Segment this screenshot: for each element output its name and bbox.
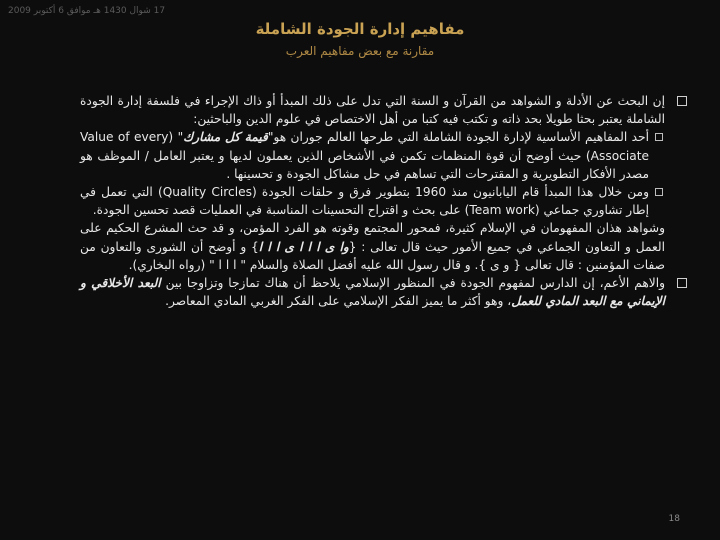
evidence-text-end: } و أوضح أن الشورى والتعاون من صفات المؤمنين : قال تعالى { و ى }. و قال رسول الله عليه أفضل الصلاة والسلام " ا ا ا " (رواه البخاري).	[80, 239, 665, 272]
juran-text-end: " (Value of every Associate) حيث أوضح أن قوة المنظمات تكمن في الأشخاص الذين يعملون لديها و يعتبر العامل / الموظف هو مصدر الأفكار التطويرية و المقترحات التي تساهم في حل مشاكل الجودة و تحسينها .	[80, 130, 649, 181]
square-bullet-icon	[677, 278, 687, 288]
conclusion-text-start: والاهم الأعم، إن الدارس لمفهوم الجودة في المنظور الإسلامي يلاحظ أن هناك تمازجا وتزاوجا بين	[165, 276, 666, 291]
square-bullet-icon	[677, 96, 687, 106]
small-square-bullet-icon	[655, 133, 663, 141]
juran-text-start: أحد المفاهيم الأساسية لإدارة الجودة الشاملة التي طرحها العالم جوران هو"	[267, 130, 649, 145]
sub-bullet-quality-circles	[80, 183, 665, 219]
bullet-intro	[80, 92, 665, 128]
quality-circles-text: ومن خلال هذا المبدأ قام اليابانيون منذ 1960 بتطوير فرق و حلقات الجودة (Quality Circles) التي تعمل في إطار تشاوري جماعي (Team work) على بحث و اقتراح التحسينات المناسبة في العمليات قصد تحسين الجودة.	[80, 185, 649, 218]
conclusion-emphasis: البعد الأخلاقي و الإيماني مع البعد المادي للعمل	[80, 276, 665, 309]
small-square-bullet-icon	[655, 188, 663, 196]
page-number: 18	[668, 514, 680, 524]
sub-bullet-juran	[80, 128, 665, 183]
paragraph-islam-evidence	[80, 219, 665, 274]
slide-title: مفاهيم إدارة الجودة الشاملة	[255, 20, 465, 38]
paragraph-intro: إن البحث عن الأدلة و الشواهد من القرآن و السنة التي تدل على ذلك المبدأ أو ذاك الإجراء في فلسفة إدارة الجودة الشاملة يعتبر بحثا طويلا بحد ذاته و تكتب فيه كتبا من أهل الاختصاص في علوم الدين والباحثين:	[80, 94, 665, 127]
slide-subtitle: مقارنة مع بعض مفاهيم العرب	[285, 44, 435, 58]
slide-content	[80, 92, 665, 310]
slide-date: 17 شوال 1430 هـ موافق 6 أكتوبر 2009	[8, 6, 166, 16]
bullet-conclusion	[80, 274, 665, 310]
conclusion-text-end: ، وهو أكثر ما يميز الفكر الإسلامي على الفكر الغربي المادي المعاصر.	[165, 294, 512, 309]
verse-text: وا ى ا ا ا ى ا ا ا	[258, 239, 349, 254]
juran-emphasis: قيمة كل مشارك	[183, 130, 268, 145]
evidence-text-start: وشواهد هذان المفهومان في الإسلام كثيرة، فمحور المجتمع وقوته هو الفرد المؤمن، و قد حث المشرع الحكيم على العمل و التعاون الجماعي في جميع الأمور حيث قال تعالى : {	[80, 221, 665, 254]
